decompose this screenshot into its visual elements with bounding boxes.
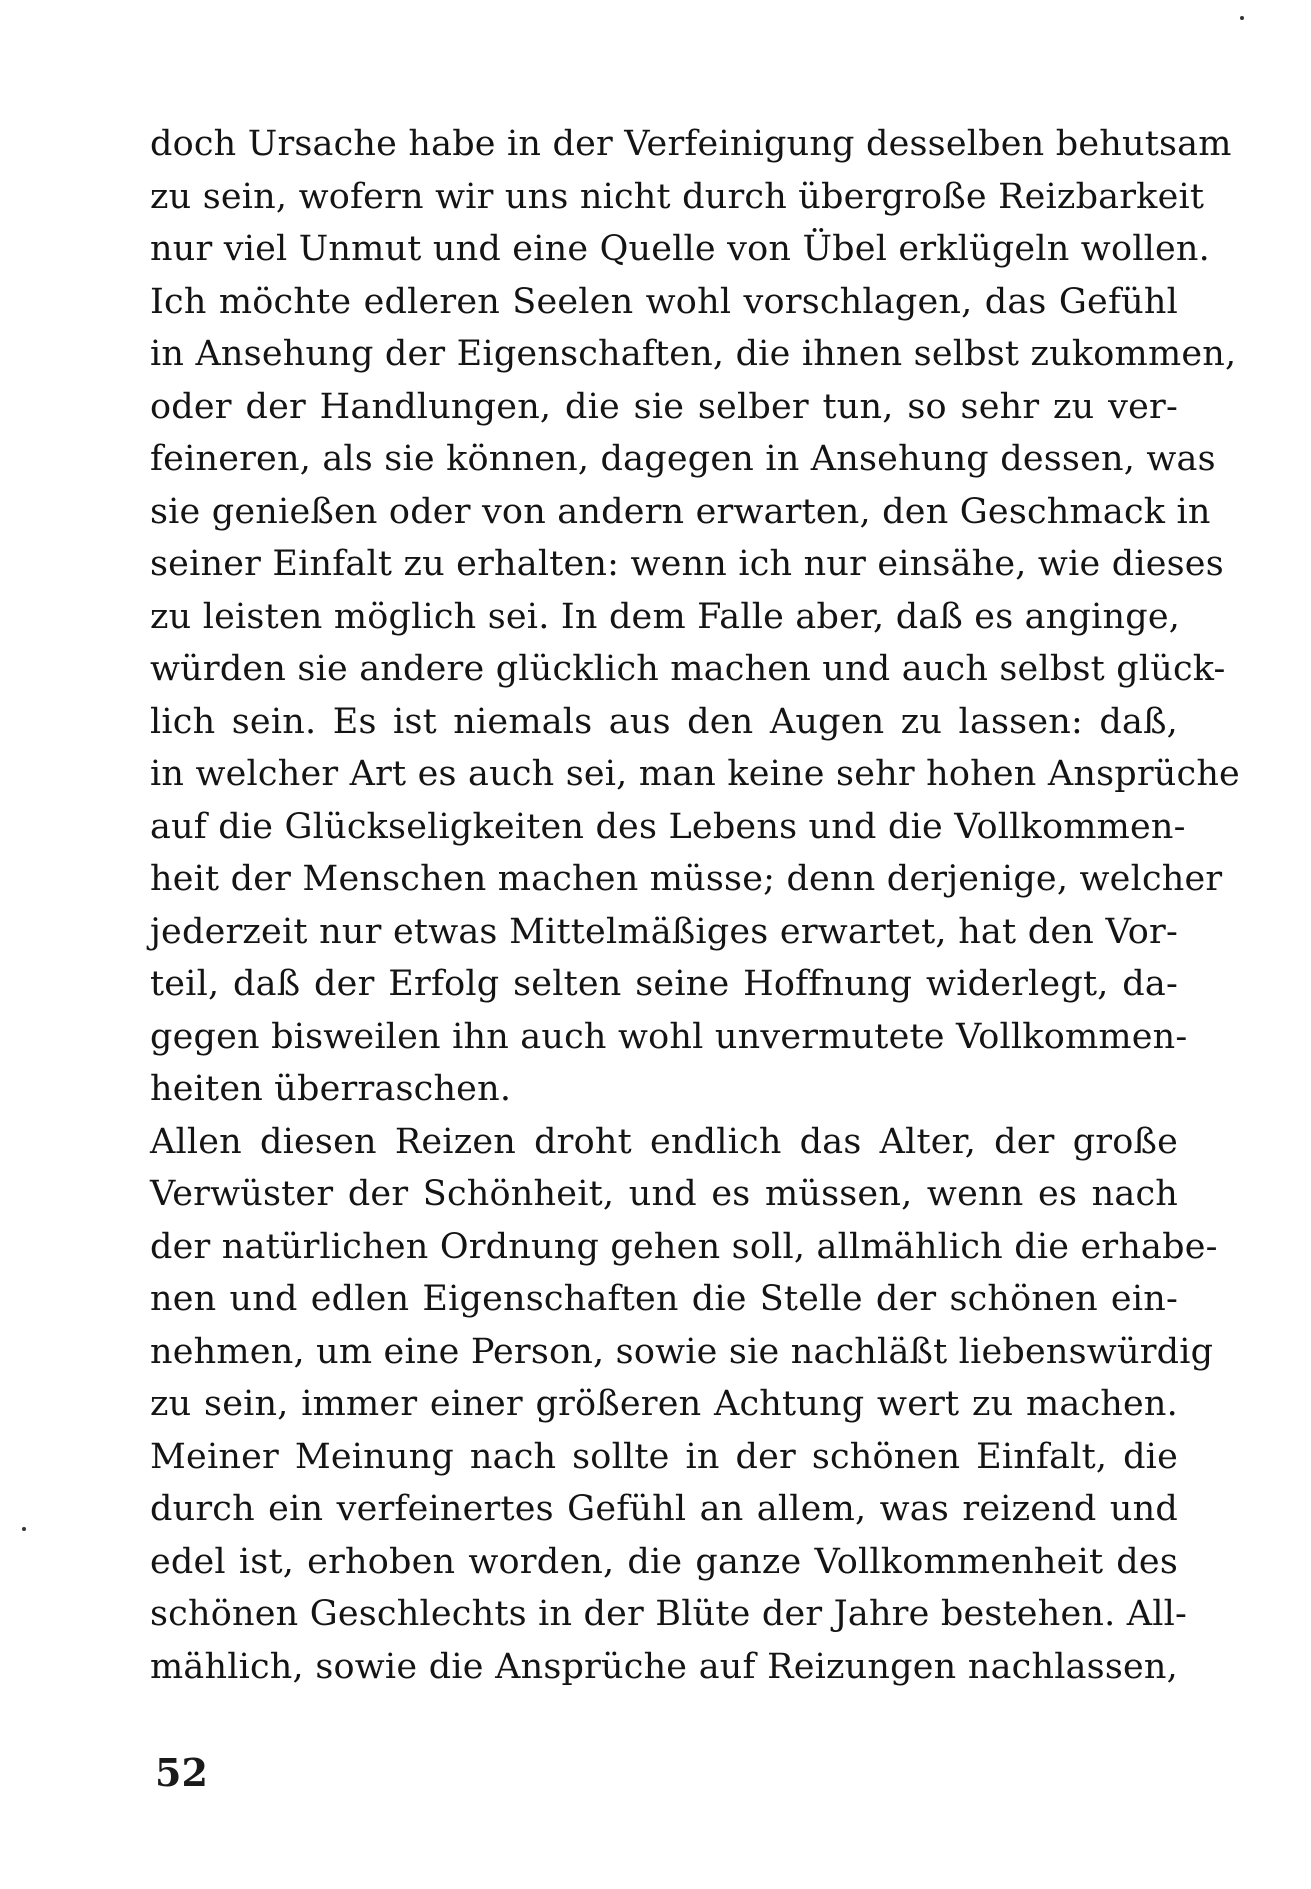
scan-speck: [22, 1527, 26, 1531]
text-line: Verwüster der Schönheit, und es müssen, wenn es nach: [150, 1174, 1178, 1214]
text-line: jederzeit nur etwas Mittelmäßiges erwartet, hat den Vor-: [150, 911, 1178, 952]
text-line: sie genießen oder von andern erwarten, den Geschmack in: [150, 491, 1211, 532]
text-line: Allen diesen Reizen droht endlich das Alter, der große: [150, 1121, 1178, 1162]
text-line: mählich, sowie die Ansprüche auf Reizungen nachlassen,: [150, 1646, 1178, 1687]
body-text: [150, 118, 1240, 1693]
text-line: nehmen, um eine Person, sowie sie nachläßt liebenswürdig: [150, 1331, 1214, 1372]
text-line: zu sein, immer einer größeren Achtung wert zu machen.: [150, 1384, 1178, 1424]
text-line: lich sein. Es ist niemals aus den Augen zu lassen: daß,: [150, 701, 1178, 742]
text-line: zu sein, wofern wir uns nicht durch übergroße Reizbarkeit: [150, 176, 1205, 217]
text-line: zu leisten möglich sei. In dem Falle aber, daß es anginge,: [150, 596, 1181, 637]
text-line: doch Ursache habe in der Verfeinigung desselben behutsam: [150, 124, 1232, 164]
text-line: der natürlichen Ordnung gehen soll, allmählich die erhabe-: [150, 1226, 1218, 1267]
text-line: in Ansehung der Eigenschaften, die ihnen selbst zukommen,: [150, 334, 1237, 374]
text-line: heit der Menschen machen müsse; denn derjenige, welcher: [150, 859, 1223, 899]
text-line: Meiner Meinung nach sollte in der schönen Einfalt, die: [150, 1436, 1178, 1477]
text-line: nen und edlen Eigenschaften die Stelle der schönen ein-: [150, 1279, 1178, 1319]
text-line: heiten überraschen.: [150, 1069, 512, 1109]
text-line: gegen bisweilen ihn auch wohl unvermutete Vollkommen-: [150, 1016, 1188, 1057]
text-line: würden sie andere glücklich machen und auch selbst glück-: [150, 649, 1226, 689]
scan-speck: [1240, 16, 1244, 20]
text-line: teil, daß der Erfolg selten seine Hoffnung widerlegt, da-: [150, 964, 1178, 1004]
text-line: edel ist, erhoben worden, die ganze Vollkommenheit des: [150, 1541, 1178, 1582]
text-line: in welcher Art es auch sei, man keine sehr hohen Ansprüche: [150, 754, 1240, 794]
text-line: nur viel Unmut und eine Quelle von Übel erklügeln wollen.: [150, 229, 1210, 269]
text-line: oder der Handlungen, die sie selber tun, so sehr zu ver-: [150, 386, 1178, 427]
text-line: durch ein verfeinertes Gefühl an allem, was reizend und: [150, 1489, 1178, 1529]
text-line: feineren, als sie können, dagegen in Ansehung dessen, was: [150, 439, 1216, 479]
text-line: Ich möchte edleren Seelen wohl vorschlagen, das Gefühl: [150, 281, 1178, 322]
text-line: seiner Einfalt zu erhalten: wenn ich nur einsähe, wie dieses: [150, 544, 1224, 584]
page-number: 52: [155, 1750, 208, 1795]
text-line: auf die Glückseligkeiten des Lebens und die Vollkommen-: [150, 806, 1186, 847]
text-line: schönen Geschlechts in der Blüte der Jahre bestehen. All-: [150, 1594, 1188, 1634]
